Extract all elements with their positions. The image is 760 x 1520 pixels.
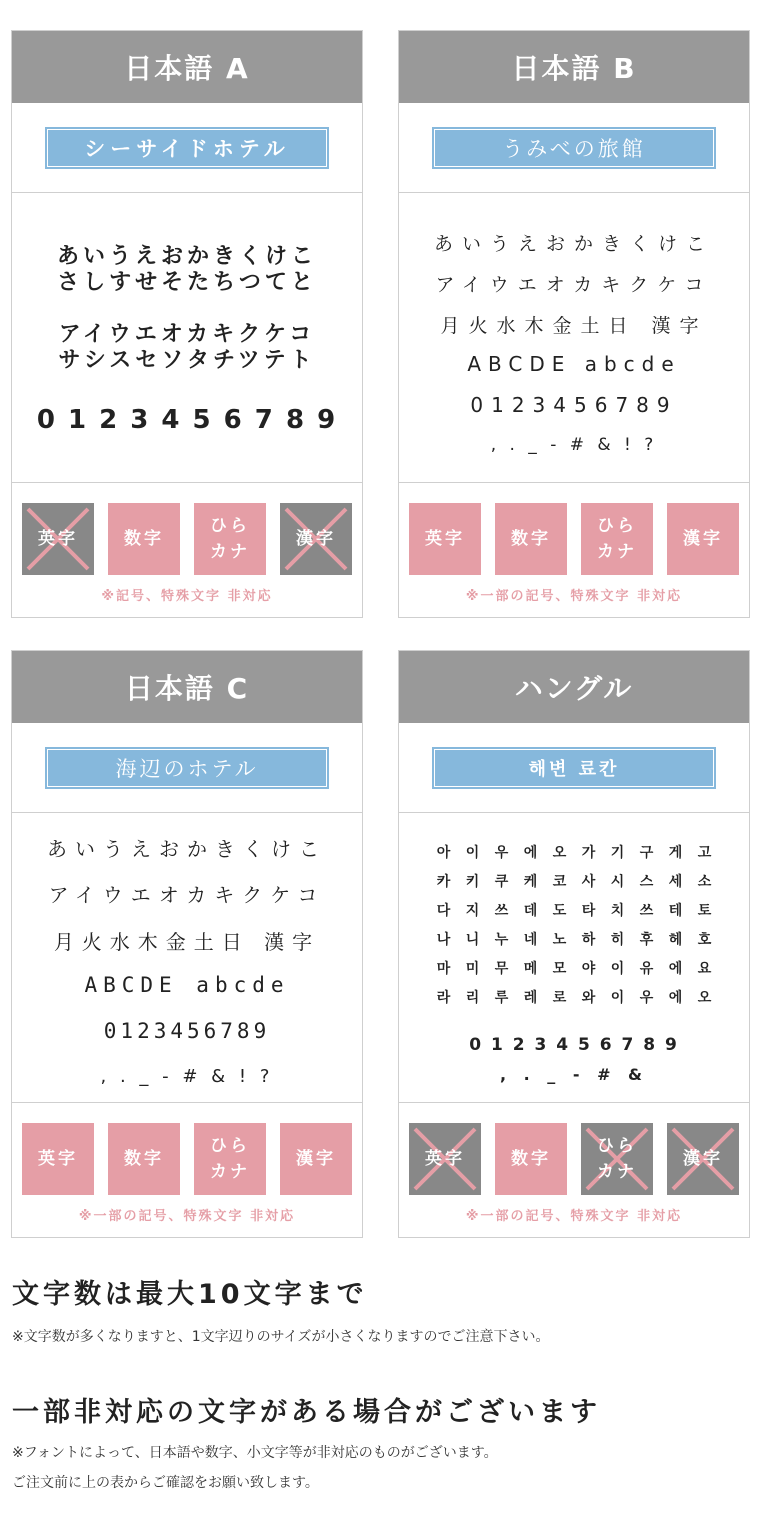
hangul-glyph: 다: [436, 903, 451, 919]
latin-row: ABCDE abcde: [467, 352, 681, 376]
support-note: ※記号、特殊文字 非対応: [101, 589, 273, 604]
tile-label: 漢字: [296, 1148, 336, 1169]
hangul-glyph: 토: [697, 903, 712, 919]
tile-digits: [495, 503, 567, 575]
font-panel-japanese-c: [11, 650, 363, 1238]
hangul-glyph: 가: [581, 845, 596, 861]
hangul-glyph: 메: [523, 961, 538, 977]
hangul-glyph: 타: [581, 903, 596, 919]
support-area: [399, 483, 749, 619]
hangul-row: [399, 839, 749, 868]
digits-row: 0 1 2 3 4 5 6 7 8 9: [469, 1035, 679, 1055]
hangul-glyph: 테: [668, 903, 683, 919]
hangul-glyph: 우: [639, 990, 654, 1006]
tile-label: ひら カナ: [210, 515, 250, 562]
hangul-row: [399, 984, 749, 1013]
hangul-glyph: 요: [697, 961, 712, 977]
tile-kana: [194, 1123, 266, 1195]
tile-kana: [194, 503, 266, 575]
tile-kana: [581, 503, 653, 575]
hangul-glyph: 무: [494, 961, 509, 977]
hangul-glyph: 키: [465, 874, 480, 890]
hangul-glyph: 미: [465, 961, 480, 977]
support-area: [399, 1103, 749, 1239]
hangul-row: [399, 868, 749, 897]
tile-label: ひら カナ: [597, 515, 637, 562]
sample-label: うみべの旅館: [432, 127, 716, 169]
tile-label: 漢字: [296, 528, 336, 549]
hiragana-row-2: さしすせそたちつてと: [57, 270, 317, 295]
hangul-glyph: 기: [610, 845, 625, 861]
font-panel-japanese-b: [398, 30, 750, 618]
tile-label: ひら カナ: [597, 1135, 637, 1182]
support-area: [12, 1103, 362, 1239]
tile-kanji: [280, 1123, 352, 1195]
hangul-glyph: 야: [581, 961, 596, 977]
hangul-glyph: 고: [697, 845, 712, 861]
hangul-glyph: 이: [465, 845, 480, 861]
sample-area: [399, 723, 749, 813]
sample-area: [12, 723, 362, 813]
panel-title: 日本語 B: [399, 31, 749, 103]
hangul-glyph: 이: [610, 990, 625, 1006]
kanji-row: 月火水木金土日 漢字: [53, 930, 321, 954]
hiragana-row-1: あいうえおかきくけこ: [56, 244, 317, 269]
tile-digits: [495, 1123, 567, 1195]
font-panel-hangul: [398, 650, 750, 1238]
tile-label: ひら カナ: [210, 1135, 250, 1182]
hangul-glyph: 하: [581, 932, 596, 948]
katakana-row: アイウエオカキクケコ: [435, 274, 713, 296]
hangul-glyph: 루: [494, 990, 509, 1006]
hangul-glyph: 헤: [668, 932, 683, 948]
tile-kanji: [667, 503, 739, 575]
hangul-glyph: 에: [523, 845, 538, 861]
tile-label: 数字: [124, 1148, 164, 1169]
tile-kana: [581, 1123, 653, 1195]
panel-title: ハングル: [399, 651, 749, 723]
hangul-glyph: 오: [697, 990, 712, 1006]
hangul-glyph: 에: [668, 961, 683, 977]
digits-row: 0123456789: [103, 1019, 271, 1043]
hangul-glyph: 사: [581, 874, 596, 890]
font-panel-japanese-a: [11, 30, 363, 618]
tile-english: [22, 503, 94, 575]
tile-label: 漢字: [683, 528, 723, 549]
hangul-glyph: 시: [610, 874, 625, 890]
hangul-glyph: 소: [697, 874, 712, 890]
hangul-glyph: 오: [552, 845, 567, 861]
glyph-preview: [12, 813, 362, 1103]
max-characters-heading: 文字数は最大10文字まで: [12, 1279, 368, 1310]
support-area: [12, 483, 362, 619]
hangul-glyph: 라: [436, 990, 451, 1006]
tile-kanji: [280, 503, 352, 575]
tile-english: [409, 503, 481, 575]
tile-label: 英字: [38, 1148, 78, 1169]
tile-kanji: [667, 1123, 739, 1195]
tile-label: 数字: [124, 528, 164, 549]
hangul-grid: [399, 839, 749, 1013]
hangul-glyph: 리: [465, 990, 480, 1006]
tile-english: [22, 1123, 94, 1195]
hangul-glyph: 마: [436, 961, 451, 977]
hangul-row: [399, 926, 749, 955]
hangul-glyph: 코: [552, 874, 567, 890]
hangul-glyph: 니: [465, 932, 480, 948]
hangul-glyph: 나: [436, 932, 451, 948]
support-note: ※一部の記号、特殊文字 非対応: [465, 1209, 683, 1224]
sample-label: 海辺のホテル: [45, 747, 329, 789]
tile-digits: [108, 1123, 180, 1195]
hangul-glyph: 쓰: [494, 903, 509, 919]
katakana-row: アイウエオカキクケコ: [48, 883, 326, 907]
hangul-glyph: 스: [639, 874, 654, 890]
hangul-glyph: 치: [610, 903, 625, 919]
hangul-glyph: 우: [494, 845, 509, 861]
symbols-row: , . _ - # &: [499, 1065, 648, 1084]
support-note: ※一部の記号、特殊文字 非対応: [78, 1209, 296, 1224]
hangul-glyph: 쿠: [494, 874, 509, 890]
sample-label: 해변 료칸: [432, 747, 716, 789]
glyph-preview: [399, 193, 749, 483]
hangul-glyph: 모: [552, 961, 567, 977]
hangul-glyph: 게: [668, 845, 683, 861]
hangul-glyph: 지: [465, 903, 480, 919]
tile-label: 数字: [511, 1148, 551, 1169]
hangul-glyph: 케: [523, 874, 538, 890]
hangul-glyph: 세: [668, 874, 683, 890]
hangul-glyph: 쓰: [639, 903, 654, 919]
tile-label: 英字: [38, 528, 78, 549]
hiragana-row: あいうえおかきくけこ: [47, 837, 327, 861]
hangul-glyph: 데: [523, 903, 538, 919]
hangul-glyph: 구: [639, 845, 654, 861]
symbols-row: , . _ - # & ! ?: [490, 435, 658, 455]
hangul-glyph: 유: [639, 961, 654, 977]
unsupported-characters-note-1: ※フォントによって、日本語や数字、小文字等が非対応のものがございます。: [12, 1445, 498, 1461]
hangul-glyph: 에: [668, 990, 683, 1006]
tile-english: [409, 1123, 481, 1195]
hiragana-row: あいうえおかきくけこ: [433, 233, 714, 255]
tile-digits: [108, 503, 180, 575]
hangul-glyph: 카: [436, 874, 451, 890]
hangul-glyph: 레: [523, 990, 538, 1006]
sample-area: [399, 103, 749, 193]
hangul-glyph: 와: [581, 990, 596, 1006]
hangul-glyph: 이: [610, 961, 625, 977]
hangul-row: [399, 897, 749, 926]
sample-label: シーサイドホテル: [45, 127, 329, 169]
panel-title: 日本語 A: [12, 31, 362, 103]
unsupported-characters-note-2: ご注文前に上の表からご確認をお願い致します。: [12, 1475, 319, 1491]
hangul-glyph: 네: [523, 932, 538, 948]
hangul-glyph: 누: [494, 932, 509, 948]
digits-row: 0 1 2 3 4 5 6 7 8 9: [36, 405, 338, 435]
hangul-glyph: 히: [610, 932, 625, 948]
hangul-glyph: 도: [552, 903, 567, 919]
sample-area: [12, 103, 362, 193]
katakana-row-1: アイウエオカキクケコ: [58, 322, 316, 347]
tile-label: 英字: [425, 528, 465, 549]
glyph-preview: [12, 193, 362, 483]
tile-label: 数字: [511, 528, 551, 549]
latin-row: ABCDE abcde: [84, 973, 290, 997]
glyph-preview: [399, 813, 749, 1103]
max-characters-note: ※文字数が多くなりますと、1文字辺りのサイズが小さくなりますのでご注意下さい。: [12, 1329, 550, 1345]
unsupported-characters-heading: 一部非対応の文字がある場合がございます: [12, 1397, 601, 1428]
symbols-row: , . _ - # & ! ?: [100, 1066, 274, 1087]
hangul-glyph: 호: [697, 932, 712, 948]
tile-label: 英字: [425, 1148, 465, 1169]
support-note: ※一部の記号、特殊文字 非対応: [465, 589, 683, 604]
kanji-row: 月火水木金土日 漢字: [440, 315, 708, 337]
tile-label: 漢字: [683, 1148, 723, 1169]
digits-row: 0123456789: [470, 393, 678, 417]
hangul-glyph: 노: [552, 932, 567, 948]
panel-title: 日本語 C: [12, 651, 362, 723]
hangul-glyph: 아: [436, 845, 451, 861]
hangul-row: [399, 955, 749, 984]
katakana-row-2: サシスセソタチツテト: [58, 348, 316, 373]
hangul-glyph: 로: [552, 990, 567, 1006]
hangul-glyph: 후: [639, 932, 654, 948]
